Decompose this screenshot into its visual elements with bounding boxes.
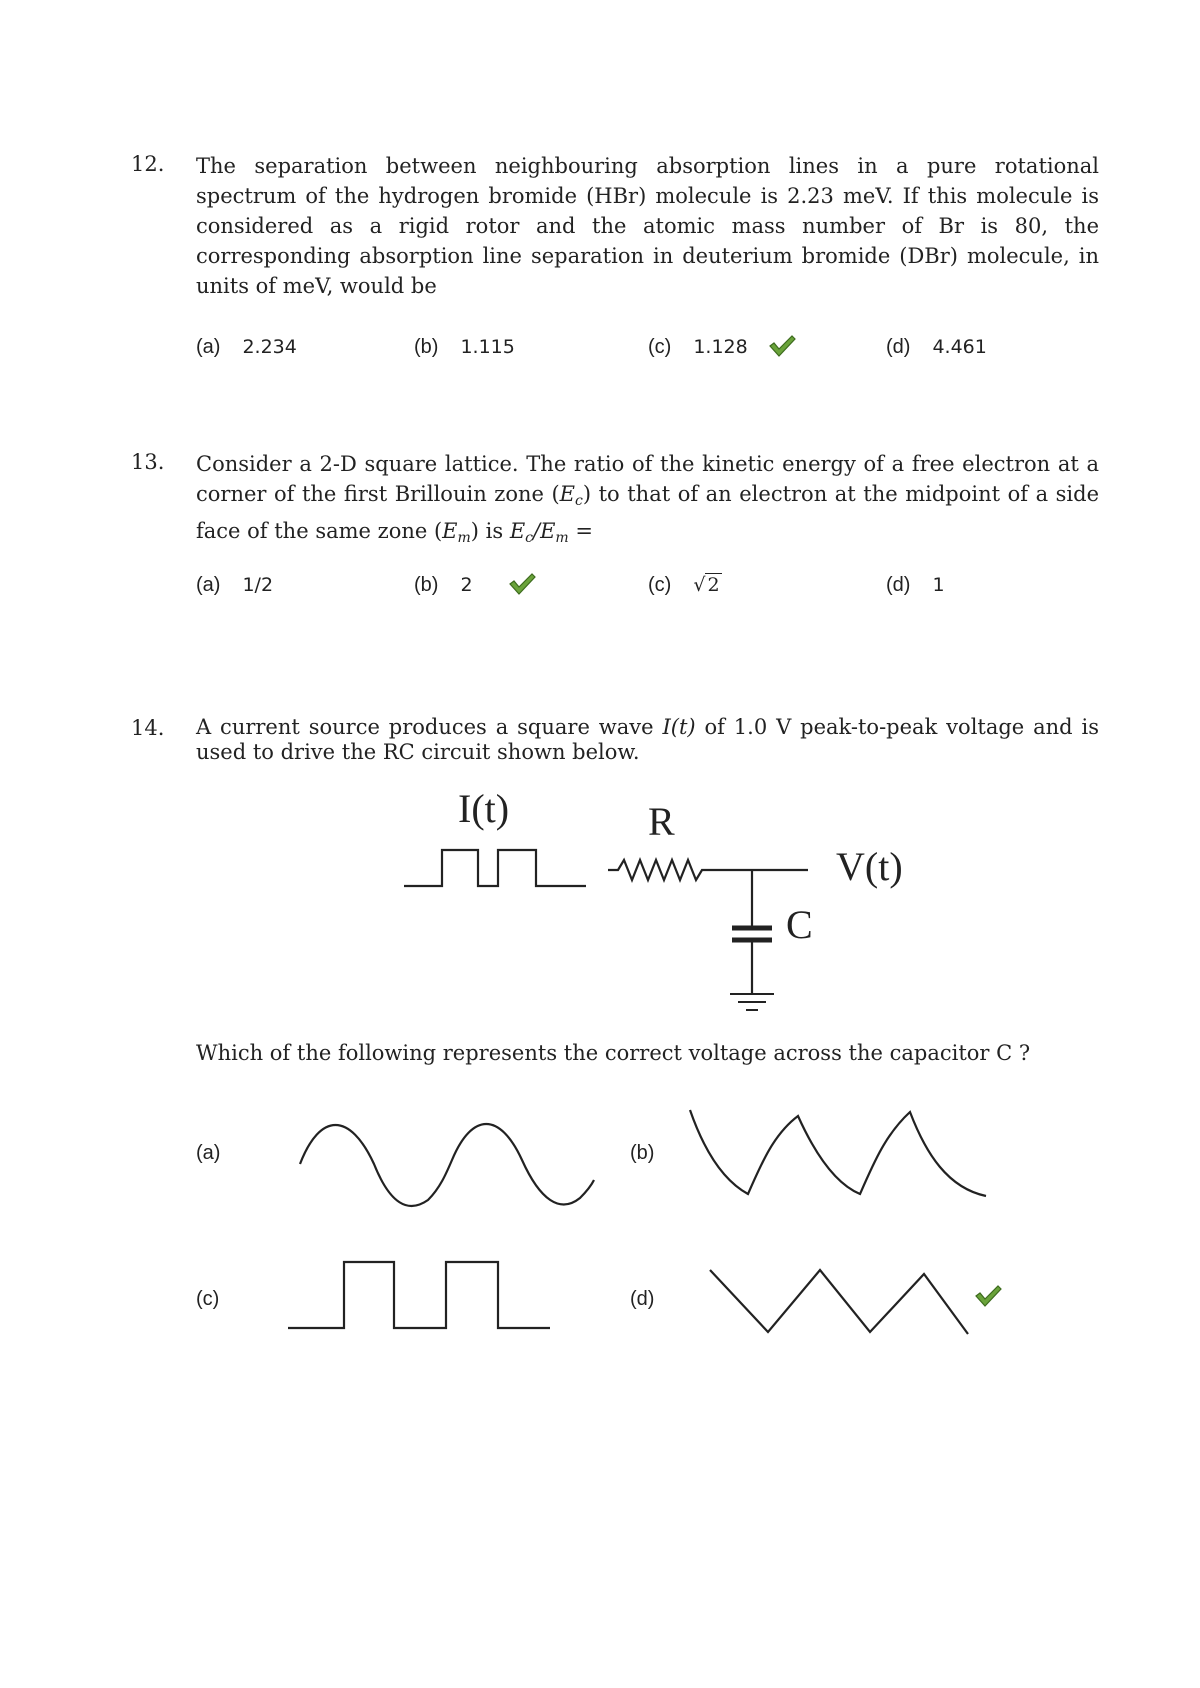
triangle-wave-graph[interactable] <box>706 1262 976 1344</box>
check-mark-icon <box>768 334 796 362</box>
option-d[interactable] <box>886 334 987 359</box>
text-part: ) is <box>470 519 510 543</box>
option-label: (a) <box>196 336 221 358</box>
question-number: 12. <box>131 152 165 176</box>
question-text <box>196 715 1099 765</box>
option-d[interactable] <box>630 1286 654 1311</box>
option-label: (d) <box>886 574 911 596</box>
resistor-zigzag <box>608 860 808 880</box>
option-label: (a) <box>196 574 221 596</box>
sqrt-radicand: 2 <box>707 574 720 596</box>
text-part: = <box>568 519 593 543</box>
capacitor-label: C <box>786 902 813 947</box>
math-symbol: E <box>442 519 458 543</box>
option-label: (b) <box>630 1142 655 1164</box>
option-label: (c) <box>648 336 672 358</box>
rc-charging-wave <box>690 1110 986 1196</box>
option-label: (b) <box>414 574 439 596</box>
option-label: (d) <box>630 1288 655 1310</box>
followup-text: Which of the following represents the correct voltage across the capacitor C ? <box>196 1041 1031 1065</box>
square-wave-source <box>404 850 586 886</box>
option-value <box>693 574 721 596</box>
math-subscript: c <box>575 493 583 509</box>
option-c[interactable] <box>196 1286 219 1311</box>
check-mark-icon <box>508 572 536 600</box>
rc-circuit-diagram <box>390 780 930 1024</box>
sine-wave-graph[interactable] <box>296 1118 596 1214</box>
option-b[interactable] <box>414 334 515 359</box>
math-symbol: E <box>509 519 526 543</box>
option-value: 1 <box>932 574 945 596</box>
resistor-label: R <box>648 799 675 844</box>
math-symbol: E <box>559 482 576 506</box>
option-label: (c) <box>648 574 672 596</box>
option-d[interactable] <box>886 572 945 597</box>
rc-charging-wave-graph[interactable] <box>686 1106 996 1206</box>
math-symbol: /E <box>533 519 556 543</box>
option-value: 1.115 <box>460 336 515 358</box>
question-number: 14. <box>131 716 165 740</box>
option-b[interactable] <box>414 572 473 597</box>
sine-wave <box>300 1124 594 1206</box>
option-c[interactable] <box>648 334 748 359</box>
option-a[interactable] <box>196 334 297 359</box>
text-part: A current source produces a square wave <box>196 715 663 739</box>
option-c[interactable] <box>648 572 722 597</box>
option-label: (c) <box>196 1288 220 1310</box>
current-label: I(t) <box>458 786 510 831</box>
math-symbol: I(t) <box>662 715 696 739</box>
question-number: 13. <box>131 450 165 474</box>
triangle-wave <box>710 1270 968 1334</box>
option-value: 2 <box>460 574 473 596</box>
sqrt-sign: √ <box>693 574 706 596</box>
option-value: 1.128 <box>693 336 748 358</box>
option-value: 4.461 <box>932 336 987 358</box>
option-label: (d) <box>886 336 911 358</box>
output-label: V(t) <box>836 844 903 889</box>
math-subscript: m <box>555 530 569 546</box>
math-subscript: c <box>525 530 534 546</box>
question-text <box>196 449 1099 553</box>
option-a[interactable] <box>196 572 273 597</box>
text-part: ) to that of an electron at the midpoint of a side face of the same zone ( <box>196 482 1099 543</box>
option-b[interactable] <box>630 1140 654 1165</box>
option-value: 1/2 <box>242 574 274 596</box>
option-value: 2.234 <box>242 336 297 358</box>
option-a[interactable] <box>196 1140 220 1165</box>
square-wave <box>288 1262 550 1328</box>
check-mark-icon <box>974 1284 1002 1312</box>
question-text: The separation between neighbouring absorption lines in a pure rotational spectrum of the hydrogen bromide (HBr) molecule is 2.23 meV. If this molecule is considered as a rigid rotor and the atomic mass number of Br is 80, the corresponding absorption line separation in deuterium bromide (DBr) molecule, in units of meV, would be <box>196 154 1099 298</box>
text-part: Consider a 2-D square lattice. The ratio of the kinetic energy of a free electron at a corner of the first Brillouin zone ( <box>196 452 1099 506</box>
option-label: (b) <box>414 336 439 358</box>
square-wave-graph[interactable] <box>286 1258 556 1336</box>
option-label: (a) <box>196 1142 221 1164</box>
math-subscript: m <box>457 530 471 546</box>
text-part: of 1.0 V peak-to-peak voltage and is used to drive the RC circuit shown below. <box>196 715 1100 764</box>
